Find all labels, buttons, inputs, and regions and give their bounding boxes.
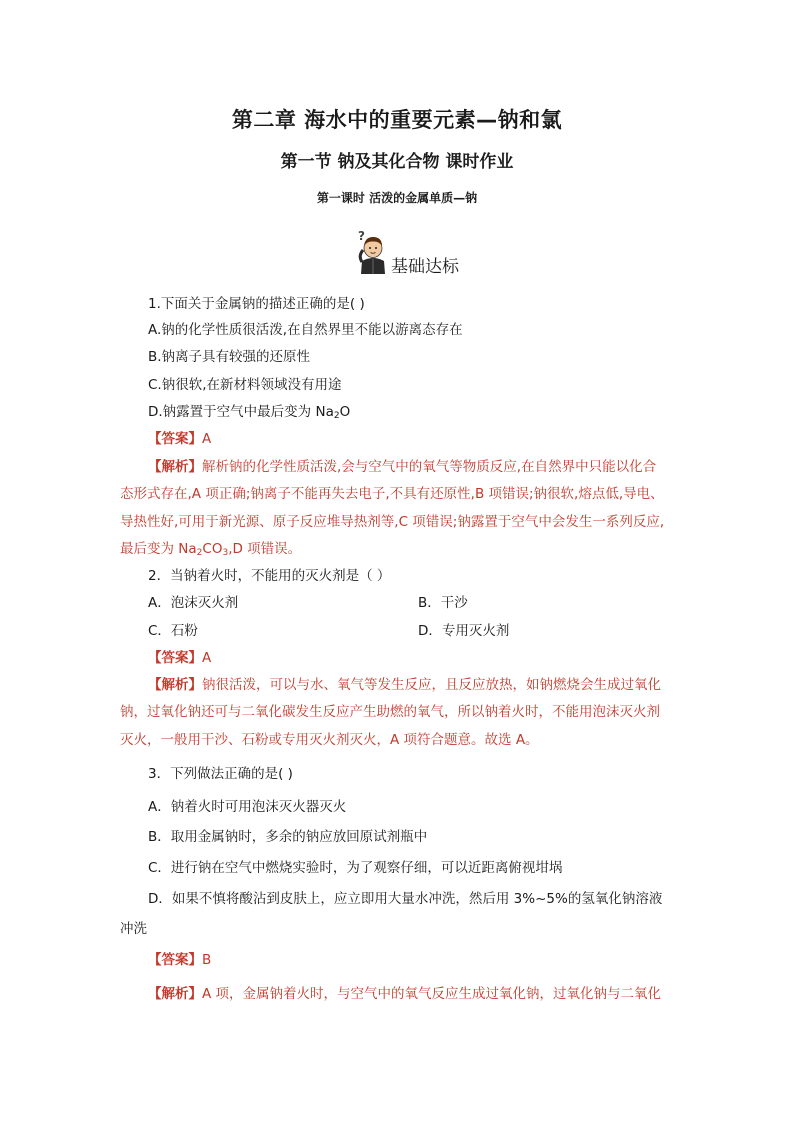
- q1-stem: 1.下面关于金属钠的描述正确的是( ): [148, 296, 365, 312]
- answer-value: A: [202, 650, 212, 666]
- badge-label: 基础达标: [391, 257, 459, 277]
- q3-answer: [148, 951, 211, 969]
- q3-analysis-line: 【解析】A 项，金属钠着火时，与空气中的氧气反应生成过氧化钠，过氧化钠与二氧化: [148, 986, 662, 1002]
- chapter-title: 第二章 海水中的重要元素—钠和氯: [231, 108, 563, 132]
- section-title: 第一节 钠及其化合物 课时作业: [280, 152, 514, 172]
- answer-tag: 【答案】: [148, 431, 202, 447]
- q1-analysis-line: 态形式存在,A 项正确;钠离子不能再失去电子,不具有还原性,B 项错误;钠很软,熔点低,导电、: [120, 486, 664, 502]
- q3-option-d: D．如果不慎将酸沾到皮肤上，应立即用大量水冲洗，然后用 3%~5%的氢氧化钠溶液: [148, 891, 663, 907]
- answer-value: A: [202, 431, 212, 447]
- q1-option-c: C.钠很软,在新材料领域没有用途: [148, 377, 342, 393]
- q3-stem: 3．下列做法正确的是( ): [148, 766, 293, 782]
- q3-option-d-cont: 冲洗: [120, 921, 147, 937]
- q1-analysis-line: 最后变为 $Na_2CO_3,D$ 项错误。: [120, 541, 302, 558]
- q1-analysis-line: 导热性好,可用于新光源、原子反应堆导热剂等,C 项错误;钠露置于空气中会发生一系列反应,: [120, 514, 665, 530]
- q2-analysis-line: 【解析】钠很活泼，可以与水、氧气等发生反应，且反应放热，如钠燃烧会生成过氧化: [148, 677, 661, 693]
- q3-option-c: C．进行钠在空气中燃烧实验时，为了观察仔细，可以近距离俯视坩埚: [148, 860, 563, 876]
- lesson-title: 第一课时 活泼的金属单质—钠: [316, 191, 478, 205]
- q2-option-a: A．泡沫灭火剂: [148, 595, 239, 611]
- q2-analysis-line: 灭火，一般用干沙、石粉或专用灭火剂灭火，A 项符合题意。故选 A。: [120, 732, 539, 748]
- q3-option-b: B．取用金属钠时，多余的钠应放回原试剂瓶中: [148, 829, 428, 845]
- answer-tag: 【答案】: [148, 952, 202, 968]
- q2-option-d: D．专用灭火剂: [418, 623, 510, 639]
- q2-stem: 2．当钠着火时，不能用的灭火剂是（ ）: [148, 568, 391, 584]
- q1-answer: [148, 430, 211, 448]
- answer-tag: 【答案】: [148, 650, 202, 666]
- q1-option-d: D.钠露置于空气中最后变为 $Na_2O$: [148, 404, 351, 421]
- student-thinking-icon: [355, 228, 393, 274]
- q3-option-a: A．钠着火时可用泡沫灭火器灭火: [148, 799, 347, 815]
- analysis-tag: 【解析】: [148, 677, 202, 693]
- q1-option-a: A.钠的化学性质很活泼,在自然界里不能以游离态存在: [148, 322, 463, 338]
- q2-option-c: C．石粉: [148, 623, 198, 639]
- q2-option-b: B．干沙: [418, 595, 468, 611]
- analysis-tag: 【解析】: [148, 459, 202, 475]
- svg-text:?: ?: [358, 229, 365, 243]
- q2-answer: [148, 649, 211, 667]
- q1-analysis-line: 【解析】解析钠的化学性质活泼,会与空气中的氧气等物质反应,在自然界中只能以化合: [148, 459, 657, 475]
- answer-value: B: [202, 952, 212, 968]
- q2-analysis-line: 钠，过氧化钠还可与二氧化碳发生反应产生助燃的氧气，所以钠着火时，不能用泡沫灭火剂: [120, 704, 660, 720]
- analysis-tag: 【解析】: [148, 986, 202, 1002]
- q1-option-b: B.钠离子具有较强的还原性: [148, 349, 311, 365]
